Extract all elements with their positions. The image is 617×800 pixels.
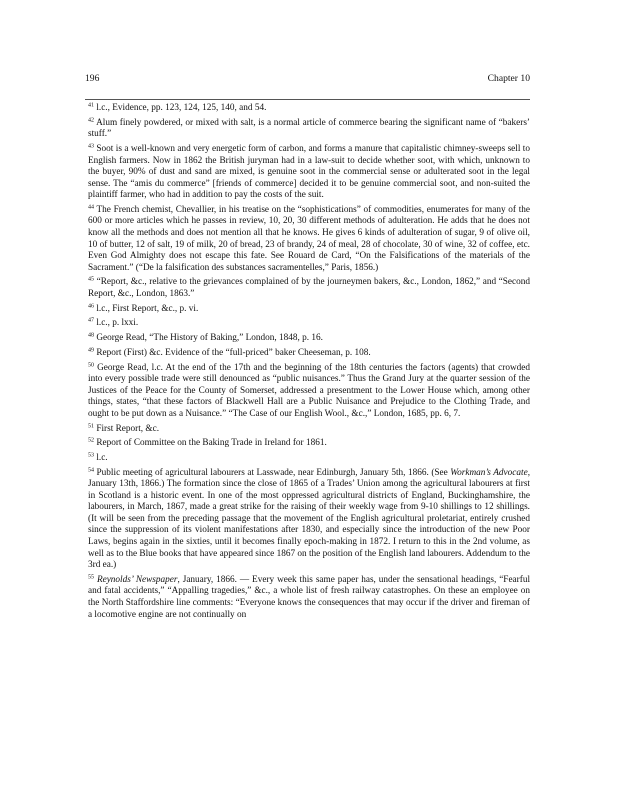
- footnote-number: 41: [88, 102, 94, 109]
- footnote-51: [88, 424, 530, 436]
- footnote-text: Report of Committee on the Baking Trade in Ireland for 1861.: [96, 438, 327, 449]
- footnote-text: l.c., First Report, &c., p. vi.: [96, 303, 199, 314]
- footnote-number: 55: [88, 574, 94, 581]
- page-header: [85, 73, 530, 84]
- footnote-number: 50: [88, 362, 94, 369]
- footnote-number: 52: [88, 437, 94, 444]
- footnote-text: Report (First) &c. Evidence of the “full-priced” baker Cheeseman, p. 108.: [96, 347, 371, 358]
- footnote-number: 44: [88, 204, 94, 211]
- footnote-number: 51: [88, 423, 94, 430]
- footnote-number: 46: [88, 303, 94, 310]
- footnote-48: [88, 333, 530, 345]
- footnote-number: 43: [88, 143, 94, 150]
- footnote-text: , January 13th, 1866.) The formation since the close of 1865 of a Trades’ Union among the agricultural labourers at first in Scotland is a historic event. In one of the most oppressed agricultural districts of England, Buckinghamshire, the labourers, in March, 1867, made a great strike for the raising of their weekly wage from 9-10 shillings to 12 shillings. (It will be seen from the preceding passage that the movement of the English agricultural proletariat, entirely crushed since the suppression of its violent manifestations after 1830, and especially since the introduction of the new Poor Laws, begins again in the sixties, until it becomes finally epoch-making in 1872. I return to this in the 2nd volume, as well as to the Blue books that have appeared since 1867 on the position of the English land labourers. Addendum to the 3rd ea.): [88, 467, 530, 571]
- footnote-47: [88, 318, 530, 330]
- footnote-42: [88, 118, 530, 141]
- footnote-number: 48: [88, 332, 94, 339]
- chapter-title: Chapter 10: [487, 73, 530, 84]
- footnote-46: [88, 304, 530, 316]
- footnote-number: 47: [88, 317, 94, 324]
- page-number: 196: [85, 73, 100, 84]
- footnote-text: l.c., p. lxxi.: [96, 318, 139, 329]
- footnote-text: George Read, “The History of Baking,” London, 1848, p. 16.: [96, 333, 323, 344]
- footnote-text: “Report, &c., relative to the grievances complained of by the journeymen bakers, &c., London, 1862,” and “Second Report, &c., London, 1863.”: [88, 277, 530, 299]
- footnote-52: [88, 438, 530, 450]
- footnote-text: The French chemist, Chevallier, in his treatise on the “sophistications” of commodities, enumerates for many of the 600 or more articles which he passes in review, 10, 20, 30 different methods of adulteration. He adds that he does not know all the methods and does not mention all that he knows. He gives 6 kinds of adulteration of sugar, 9 of olive oil, 10 of butter, 12 of salt, 19 of milk, 20 of bread, 23 of brandy, 24 of meal, 28 of chocolate, 30 of wine, 32 of coffee, etc. Even God Almighty does not escape this fate. See Rouard de Card, “On the Falsifications of the materials of the Sacrament.” (“De la falsification des substances sacramentelles,” Paris, 1856.): [88, 204, 530, 273]
- footnote-text: l.c., Evidence, pp. 123, 124, 125, 140, and 54.: [96, 103, 267, 113]
- footnote-number: 54: [88, 467, 94, 474]
- footnote-text: Soot is a well-known and very energetic form of carbon, and forms a manure that capitalistic chimney-sweeps sell to English farmers. Now in 1862 the British juryman had in a law-suit to decide whether soot, with which, unknown to the buyer, 90% of dust and sand are mixed, is genuine soot in the commercial sense or adulterated soot in the legal sense. The “amis du commerce” [friends of commerce] decided it to be genuine commercial soot, and non-suited the plaintiff farmer, who had in addition to pay the costs of the suit.: [88, 144, 531, 201]
- footnote-55: [88, 575, 530, 621]
- footnote-number: 49: [88, 347, 94, 354]
- footnote-53: [88, 453, 530, 465]
- footnote-number: 45: [88, 276, 94, 283]
- footnote-54: [88, 468, 530, 572]
- footnote-text: Alum finely powdered, or mixed with salt, is a normal article of commerce bearing the significant name of “bakers’ stuff.”: [88, 117, 530, 140]
- footnote-number: 53: [88, 452, 94, 459]
- footnotes: [88, 103, 530, 624]
- footnote-43: [88, 144, 530, 202]
- footnote-text: George Read, l.c. At the end of the 17th and the beginning of the 18th centuries the factors (agents) that crowded into every possible trade were still denounced as “public nuisances.” Thus the Grand Jury at the quarter session of the Justices of the Peace for the County of Somerset, addressed a presentment to the Lower House which, among other things, states, “that these factors of Blackwell Hall are a Public Nuisance and Prejudice to the Clothing Trade, and ought to be put down as a Nuisance.” “The Case of our English Wool., &c.,” London, 1685, pp. 6, 7.: [88, 362, 530, 419]
- footnote-50: [88, 363, 530, 421]
- footnote-44: [88, 205, 530, 274]
- footnote-source-title: Reynolds’ Newspaper: [96, 574, 178, 585]
- footnote-number: 42: [88, 117, 94, 124]
- footnote-text: First Report, &c.: [96, 423, 160, 434]
- footnote-45: [88, 277, 530, 300]
- header-rule: [85, 99, 530, 100]
- footnote-source-title: Workman’s Advocate: [450, 467, 528, 478]
- footnote-text-pre: Public meeting of agricultural labourers at Lasswade, near Edinburgh, January 5th, 1866. (See: [96, 467, 451, 478]
- footnote-text: l.c.: [96, 453, 108, 464]
- footnote-41: [88, 103, 530, 115]
- footnote-49: [88, 348, 530, 360]
- footnote-text: , January, 1866. — Every week this same paper has, under the sensational headings, “Fearful and fatal accidents,” “Appalling tragedies,” &c., a whole list of fresh railway catastrophes. On these an employee on the North Staffordshire line comments: “Everyone knows the consequences that may occur if the driver and fireman of a locomotive engine are not continually on: [88, 574, 531, 620]
